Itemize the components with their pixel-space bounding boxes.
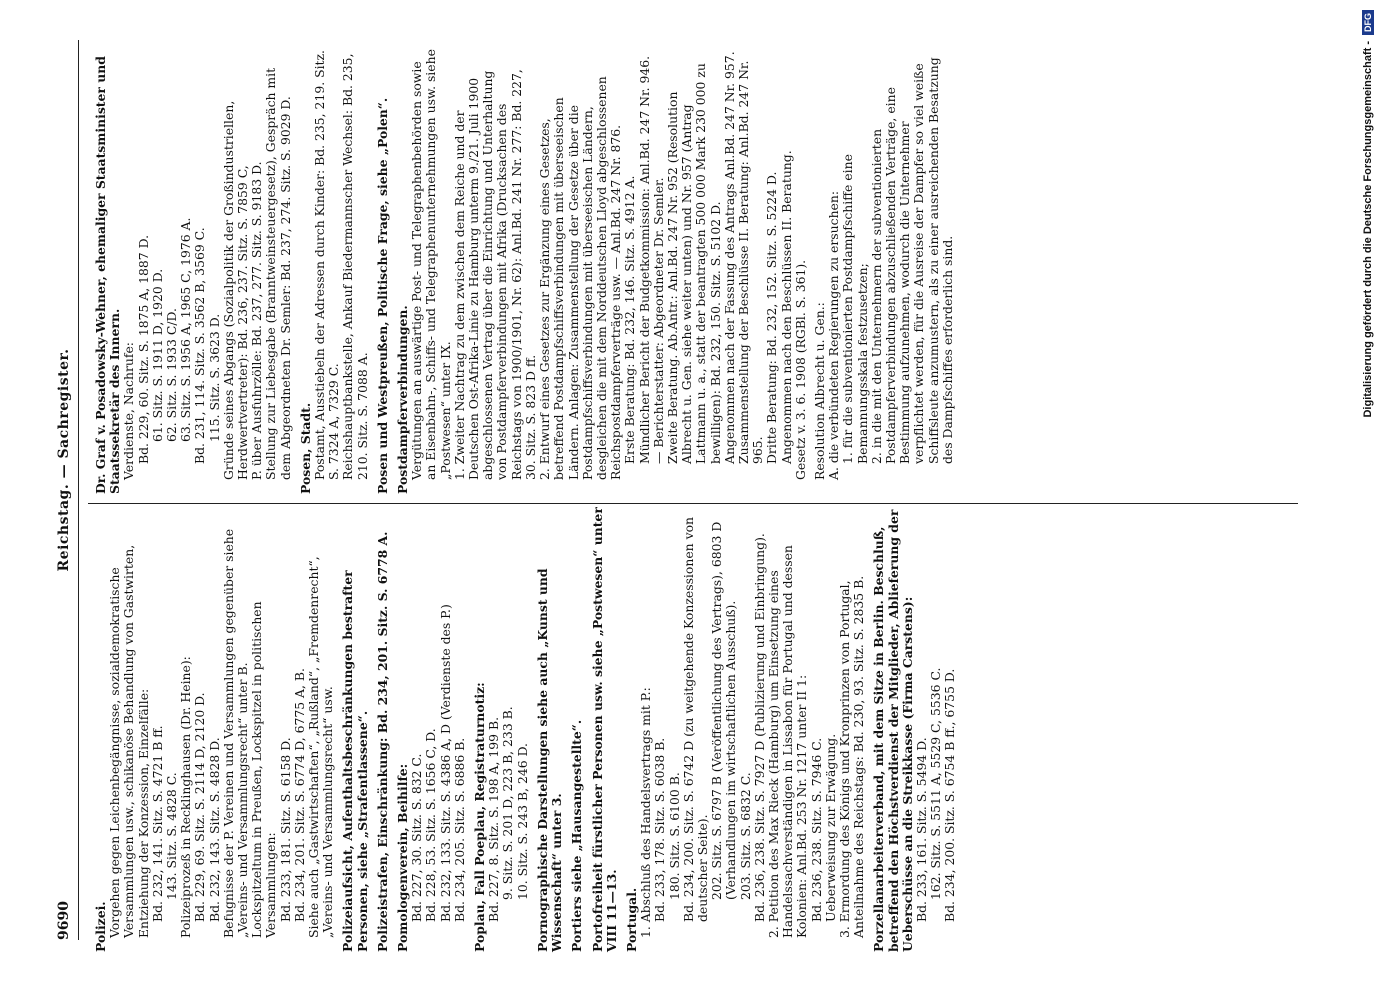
index-entry-line: 143. Sitz. S. 4828 C. [164, 772, 180, 900]
index-entry-line: 3. Ermordung des Königs und Kronprinzen von Portugal, Anteilnahme des Reichstags: Bd. 230, 93. Sitz. S. 2835 B. [836, 575, 867, 938]
dfg-logo: DFG [1362, 10, 1374, 35]
index-entry-line: Bd. 227, 8. Sitz. S. 198 A, 199 B. [486, 716, 502, 922]
index-entry-line: Bd. 229, 69. Sitz. S. 2114 D, 2120 D. [192, 692, 208, 922]
index-entry-line: Postamt, Ausstiebeln der Adressen durch Kinder: Bd. 235, 219. Sitz. S. 7324 A, 7329 C. [312, 50, 342, 480]
document-page [40, 0, 1340, 1000]
index-entry-line: 2. in die mit den Unternehmern der subventionierten Postdampferverbindungen abzuschließenden Verträge, eine Bestimmung aufzunehmen, wodurch die Unternehmer verpflichtet werden, für die Ausreise der Dampfer so viel weiße Schiffsleute anzumustern, als zu einer ausreichenden Besatzung des Dampfschiffes erforderlich sind. [868, 57, 955, 464]
index-entry-line: Bd. 234, 200. Sitz. S. 6754 B ff., 6755 D. [942, 668, 958, 922]
index-entry-heading: Posen, Stadt. [297, 402, 313, 494]
page-header [54, 40, 74, 940]
page-number: 9690 [56, 901, 72, 940]
index-entry-line: 115. Sitz. S. 3623 D. [206, 313, 222, 442]
header-rule [78, 40, 79, 940]
index-entry-line: Gesetz v. 3. 6. 1908 (RGBl. S. 361). [792, 259, 808, 480]
left-column [88, 507, 958, 952]
index-entry-line: Lockspitzeltum in Preußen, Lockspitzel in politischen Versammlungen: [249, 601, 279, 938]
index-entry-line: Vergütungen an auswärtige Post- und Telegraphenbehörden sowie an Eisenbahn-, Schiffs- und Telegraphenunternehmungen usw. siehe „Postwesen“ unter IX. [409, 49, 453, 480]
index-entry-heading: Portiers siehe „Hausangestellte“. [569, 719, 585, 952]
index-entry-line: A. die verbündeten Regierungen zu ersuchen: [826, 190, 842, 480]
index-entry-line: 1. Abschluß des Handelsvertrags mit P.: [638, 687, 654, 938]
index-entry-line: Angenommen nach den Beschlüssen II. Beratung. [778, 150, 794, 464]
index-entry-heading: Portugal. [623, 887, 639, 952]
index-entry-line: Reichshauptbankstelle, Ankauf Biedermannscher Wechsel: Bd. 235, 210. Sitz. S. 7088 A. [340, 53, 370, 480]
index-entry-line: 61. Sitz. S. 1911 D, 1920 D. [149, 268, 165, 442]
index-entry-line: 2. Petition des Max Rieck (Hamburg) um Einsetzung eines Handelssachverständigen in Lissabon für Portugal und dessen Kolonien: Anl.Bd. 253 Nr. 1217 unter II 1: [765, 545, 810, 938]
index-entry-line: Bd. 234, 200. Sitz. S. 6742 D (zu weitgehende Konzessionen von deutscher Seite). [680, 516, 710, 922]
index-entry-line: 62. Sitz. S. 1933 C/D. [164, 308, 180, 442]
index-entry-line: Polizeiprozeß in Recklinghausen (Dr. Heine): [178, 656, 194, 938]
index-entry-heading: Dr. Graf v. Posadowsky-Wehner, ehemaliger Staatsminister und Staatssekretär des Innern. [93, 56, 123, 494]
index-entry-heading: Postdampferverbindungen. [395, 305, 411, 494]
index-entry-line: Bd. 233, 178. Sitz. S. 6038 B. [652, 737, 668, 922]
index-entry-line: Erste Beratung: Bd. 232, 146. Sitz. S. 4912 A. [622, 175, 638, 464]
index-entry-line: Bd. 234, 205. Sitz. S. 6886 B. [451, 737, 467, 922]
index-entry-line: Bd. 227, 30. Sitz. S. 832 C. [409, 753, 425, 922]
index-entry-line: Bd. 234, 201. Sitz. S. 6774 D, 6775 A, B. [291, 668, 307, 922]
page-title: Reichstag. — Sachregister. [56, 348, 72, 572]
index-entry-line: Verdienste, Nachrufe: [121, 342, 137, 480]
index-entry-line: Angenommen nach der Fassung des Antrags Anl.Bd. 247 Nr. 957. [721, 51, 737, 464]
index-entry-line: Bd. 236, 238. Sitz. S. 7927 D (Publizierung und Einbringung). [751, 533, 767, 922]
index-entry-line: 1. für die subventionierten Postdampfschiffe eine Bemannungsskala festzusetzen; [840, 154, 870, 464]
index-entry-line: Bd. 228, 53. Sitz. S. 1656 C, D. [423, 728, 439, 922]
funding-note: Digitalisierung gefördert durch die Deutsche Forschungsgemeinschaft - [1362, 41, 1374, 418]
index-entry-heading: Pornographische Darstellungen siehe auch „Kunst und Wissenschaft“ unter 3. [534, 568, 565, 952]
index-entry-line: 63. Sitz. S. 1956 A, 1965 C, 1976 A. [178, 217, 194, 442]
index-entry-heading: Polizeiaufsicht, Aufenthaltsbeschränkungen bestrafter Personen, siehe „Strafentlassene“. [340, 570, 370, 952]
index-entry-line: Vorgehen gegen Leichenbegängnisse, sozialdemokratische Versammlungen usw., schikanöse Behandlung von Gastwirten, Entziehung der Konzession, Einzelfälle: [107, 544, 151, 938]
index-entry-line: Mündlicher Bericht der Budgetkommission: Anl.Bd. 247 Nr. 946. — Berichterstatter: Abgeordneter Dr. Semler. [636, 55, 666, 464]
index-entry-line: Dritte Beratung: Bd. 232, 152. Sitz. S. 5224 D. [764, 171, 780, 464]
index-entry-heading: Polizeistrafen, Einschränkung: Bd. 234, 201. Sitz. S. 6778 A. [374, 531, 390, 952]
index-entry-line: 180. Sitz. S. 6100 B. [666, 772, 682, 900]
index-entry-heading: Poplau, Fall Poeplau, Registraturnotiz: [472, 682, 488, 952]
index-entry-line: 2. Entwurf eines Gesetzes zur Ergänzung eines Gesetzes, betreffend Postdampfschiffsverbindungen mit überseeischen Ländern. Anlagen: Zusammenstellung der Gesetze über die Postdampfschiffsverbindungen mit überseeischen Ländern, desgleichen die mit dem Norddeutschen Lloyd abgeschlossenen Reichspostdampferverträge usw. — Anl.Bd. 247 Nr. 876. [537, 76, 624, 480]
column-divider [88, 503, 1298, 504]
right-column [88, 49, 955, 494]
side-note [1360, 10, 1376, 990]
index-entry-line: Bd. 232, 141. Sitz. S. 4721 B ff. [149, 725, 165, 922]
index-entry-line: Bd. 229, 60. Sitz. S. 1875 A, 1887 D. [135, 234, 151, 464]
index-entry-line: Siehe auch „Gastwirtschaften“, „Rußland“, „Fremdenrecht“, „Vereins- und Versammlungsrecht“ usw. [306, 556, 336, 938]
index-entry-heading: Portofreiheit fürstlicher Personen usw. siehe „Postwesen“ unter VIII 11—13. [589, 507, 619, 952]
index-entry-line: Bd. 231, 114. Sitz. S. 3562 B, 3569 C. [192, 227, 208, 464]
index-entry-line: Zweite Beratung. Ab.Antr.: Anl.Bd. 247 Nr. 952 (Resolution Albrecht u. Gen. siehe weiter unten) und Nr. 957 (Antrag Lattmann u. a., statt der beantragten 500 000 Mark 230 000 zu bewilligen): Bd. 232, 150. Sitz. S. 5102 D. [664, 63, 723, 464]
index-entry-line: 203. Sitz. S. 6832 C. [737, 772, 753, 900]
index-entry-line: Resolution Albrecht u. Gen.: [811, 302, 827, 480]
index-entry-line: Bd. 232, 133. Sitz. S. 4386 A, D (Verdienste des P.) [437, 604, 453, 922]
index-entry-line: Zusammenstellung der Beschlüsse II. Beratung: Anl.Bd. 247 Nr. 965. [735, 60, 766, 464]
index-entry-heading: Polizei. [93, 901, 108, 952]
index-entry-line: P. über Ausfuhrzölle: Bd. 237, 277. Sitz. S. 9183 D. [249, 161, 265, 480]
index-entry-line: Bd. 233, 181. Sitz. S. 6158 D. [277, 737, 293, 922]
index-entry-heading: Porzellanarbeiterverband, mit dem Sitze in Berlin. Beschluß, betreffend den Höchstverdienst der Mitglieder, Ablieferung der Ueberschüsse an die Streikkasse (Firma Carstens): [871, 509, 915, 952]
index-entry-line: Gründe seines Abgangs (Sozialpolitik der Großindustriellen, Herdwertvertreter): Bd. 236, 237. Sitz. S. 7859 C, [220, 100, 251, 480]
index-entry-line: Bd. 236, 238. Sitz. S. 7946 C. [808, 737, 824, 922]
index-entry-line: 162. Sitz. S. 5511 A, 5529 C, 5536 C. [928, 667, 944, 900]
index-entry-line: Bd. 233, 161. Sitz. S. 5494 D. [913, 737, 929, 922]
index-entry-line: 10. Sitz. S. 243 B, 246 D. [514, 743, 530, 900]
index-entry-line: Stellung zur Liebesgabe (Branntweinsteuergesetz), Gespräch mit dem Abgeordneten Dr. Semler: Bd. 237, 274. Sitz. S. 9029 D. [263, 67, 293, 480]
index-entry-line: Befugnisse der P. Vereinen und Versammlungen gegenüber siehe „Vereins- und Versammlungsrecht“ unter B. [220, 528, 251, 938]
index-entry-heading: Posen und Westpreußen, Politische Frage, siehe „Polen“. [374, 97, 390, 494]
index-entry-line: 9. Sitz. S. 201 D, 223 B, 233 B. [500, 706, 516, 900]
index-entry-line: 1. Zweiter Nachtrag zu dem zwischen dem Reiche und der Deutschen Ost-Afrika-Linie zu Hamburg unterm 9./21. Juli 1900 abgeschlossenen Vertrag über die Einrichtung und Unterhaltung von Postdampferverbindungen mit Afrika (Drucksachen des Reichstags von 1900/1901, Nr. 62): Anl.Bd. 241 Nr. 277: Bd. 227, 30. Sitz. S. 823 D ff. [451, 69, 538, 480]
index-entry-line: 202. Sitz. S. 6797 B (Veröffentlichung des Vertrags), 6803 D (Verhandlungen im wirtschaftlichen Ausschuß). [709, 521, 739, 900]
index-entry-line: Ueberweisung zur Erwägung. [822, 733, 838, 922]
index-entry-heading: Pomologenverein, Beihilfe: [395, 763, 411, 952]
index-entry-line: Bd. 232, 143. Sitz. S. 4828 D. [206, 737, 222, 922]
